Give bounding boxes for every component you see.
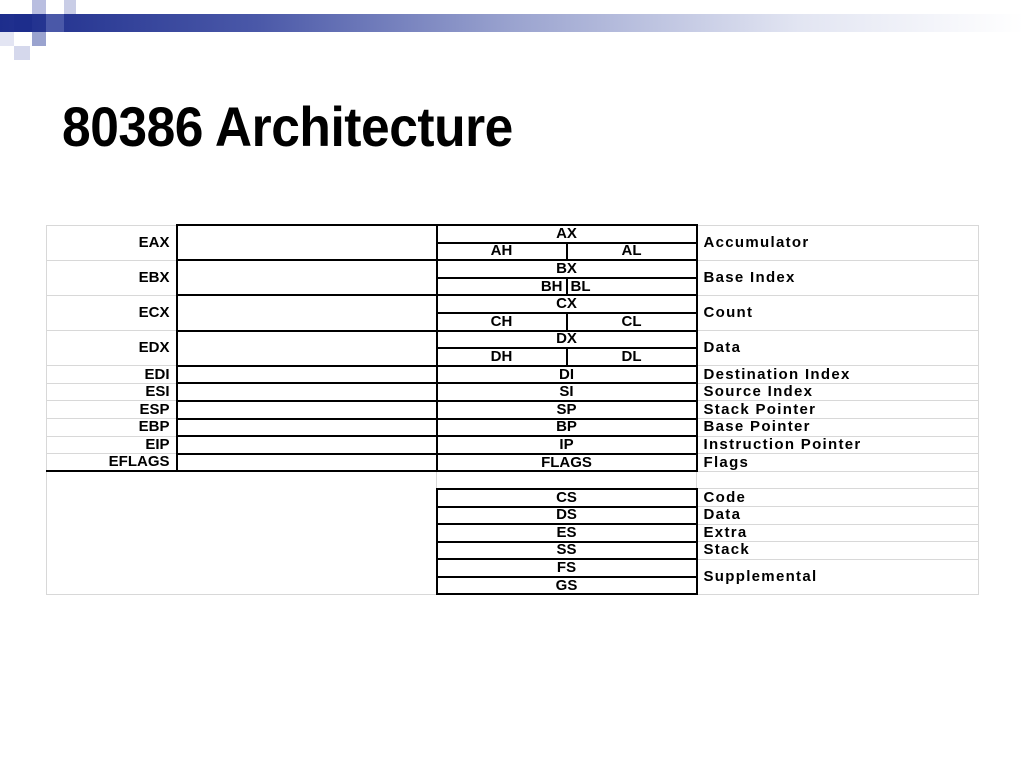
reg-word-di: DI <box>437 366 697 384</box>
reg-byte-bl: BL <box>567 278 697 296</box>
seg-name-es: ES <box>437 524 697 542</box>
reg-word-bx: BX <box>437 260 697 278</box>
decor-square <box>32 0 46 14</box>
decor-square <box>14 14 32 32</box>
seg-name-ds: DS <box>437 507 697 525</box>
header-gradient-bar <box>0 14 1024 32</box>
register-row-edi <box>47 366 979 384</box>
reg-name-esp: ESP <box>47 401 177 419</box>
decor-square <box>64 0 76 14</box>
reg-word-dx: DX <box>437 331 697 349</box>
seg-desc-cs: Code <box>697 489 979 507</box>
seg-name-ss: SS <box>437 542 697 560</box>
reg-name-ebp: EBP <box>47 419 177 437</box>
reg-byte-cl: CL <box>567 313 697 331</box>
reg-desc-ebx: Base Index <box>697 260 979 295</box>
reg-upper-eax <box>177 225 437 260</box>
register-row-ebx <box>47 260 979 278</box>
reg-word-bp: BP <box>437 419 697 437</box>
reg-word-ax: AX <box>437 225 697 243</box>
reg-desc-edx: Data <box>697 331 979 366</box>
spacer-cell <box>697 471 979 489</box>
seg-desc-ss: Stack <box>697 542 979 560</box>
register-row-eflags <box>47 454 979 472</box>
decor-square <box>46 14 64 32</box>
reg-desc-eip: Instruction Pointer <box>697 436 979 454</box>
reg-upper-esi <box>177 383 437 401</box>
reg-byte-ch: CH <box>437 313 567 331</box>
reg-upper-ebp <box>177 419 437 437</box>
register-row-eax <box>47 225 979 243</box>
reg-word-ip: IP <box>437 436 697 454</box>
register-row-eip <box>47 436 979 454</box>
register-row-esp <box>47 401 979 419</box>
decor-square <box>14 46 30 60</box>
reg-name-esi: ESI <box>47 383 177 401</box>
seg-desc-fs-gs: Supplemental <box>697 559 979 594</box>
reg-upper-edi <box>177 366 437 384</box>
reg-desc-edi: Destination Index <box>697 366 979 384</box>
seg-name-fs: FS <box>437 559 697 577</box>
reg-upper-ebx <box>177 260 437 295</box>
reg-word-flags: FLAGS <box>437 454 697 472</box>
spacer-cell <box>437 471 697 489</box>
reg-name-edx: EDX <box>47 331 177 366</box>
reg-name-eip: EIP <box>47 436 177 454</box>
register-row-ecx <box>47 295 979 313</box>
reg-byte-dl: DL <box>567 348 697 366</box>
reg-name-ecx: ECX <box>47 295 177 330</box>
seg-desc-ds: Data <box>697 507 979 525</box>
reg-word-cx: CX <box>437 295 697 313</box>
decor-square <box>0 32 14 46</box>
reg-desc-ebp: Base Pointer <box>697 419 979 437</box>
reg-byte-ah: AH <box>437 243 567 261</box>
reg-name-edi: EDI <box>47 366 177 384</box>
reg-byte-al: AL <box>567 243 697 261</box>
reg-desc-esi: Source Index <box>697 383 979 401</box>
reg-desc-ecx: Count <box>697 295 979 330</box>
reg-name-eax: EAX <box>47 225 177 260</box>
reg-upper-edx <box>177 331 437 366</box>
seg-name-cs: CS <box>437 489 697 507</box>
decor-square <box>32 32 46 46</box>
reg-upper-esp <box>177 401 437 419</box>
reg-desc-eax: Accumulator <box>697 225 979 260</box>
page-title: 80386 Architecture <box>62 95 513 158</box>
reg-name-ebx: EBX <box>47 260 177 295</box>
reg-desc-eflags: Flags <box>697 454 979 472</box>
seg-desc-es: Extra <box>697 524 979 542</box>
reg-upper-eip <box>177 436 437 454</box>
reg-byte-bh: BH <box>437 278 567 296</box>
register-row-ebp <box>47 419 979 437</box>
register-table <box>46 224 979 595</box>
table-spacer-row <box>47 471 979 489</box>
reg-word-si: SI <box>437 383 697 401</box>
reg-name-eflags: EFLAGS <box>47 454 177 472</box>
reg-upper-eflags <box>177 454 437 472</box>
reg-byte-dh: DH <box>437 348 567 366</box>
register-row-esi <box>47 383 979 401</box>
reg-upper-ecx <box>177 295 437 330</box>
segment-blank-area <box>47 471 437 594</box>
reg-desc-esp: Stack Pointer <box>697 401 979 419</box>
register-row-edx <box>47 331 979 349</box>
seg-name-gs: GS <box>437 577 697 595</box>
reg-word-sp: SP <box>437 401 697 419</box>
